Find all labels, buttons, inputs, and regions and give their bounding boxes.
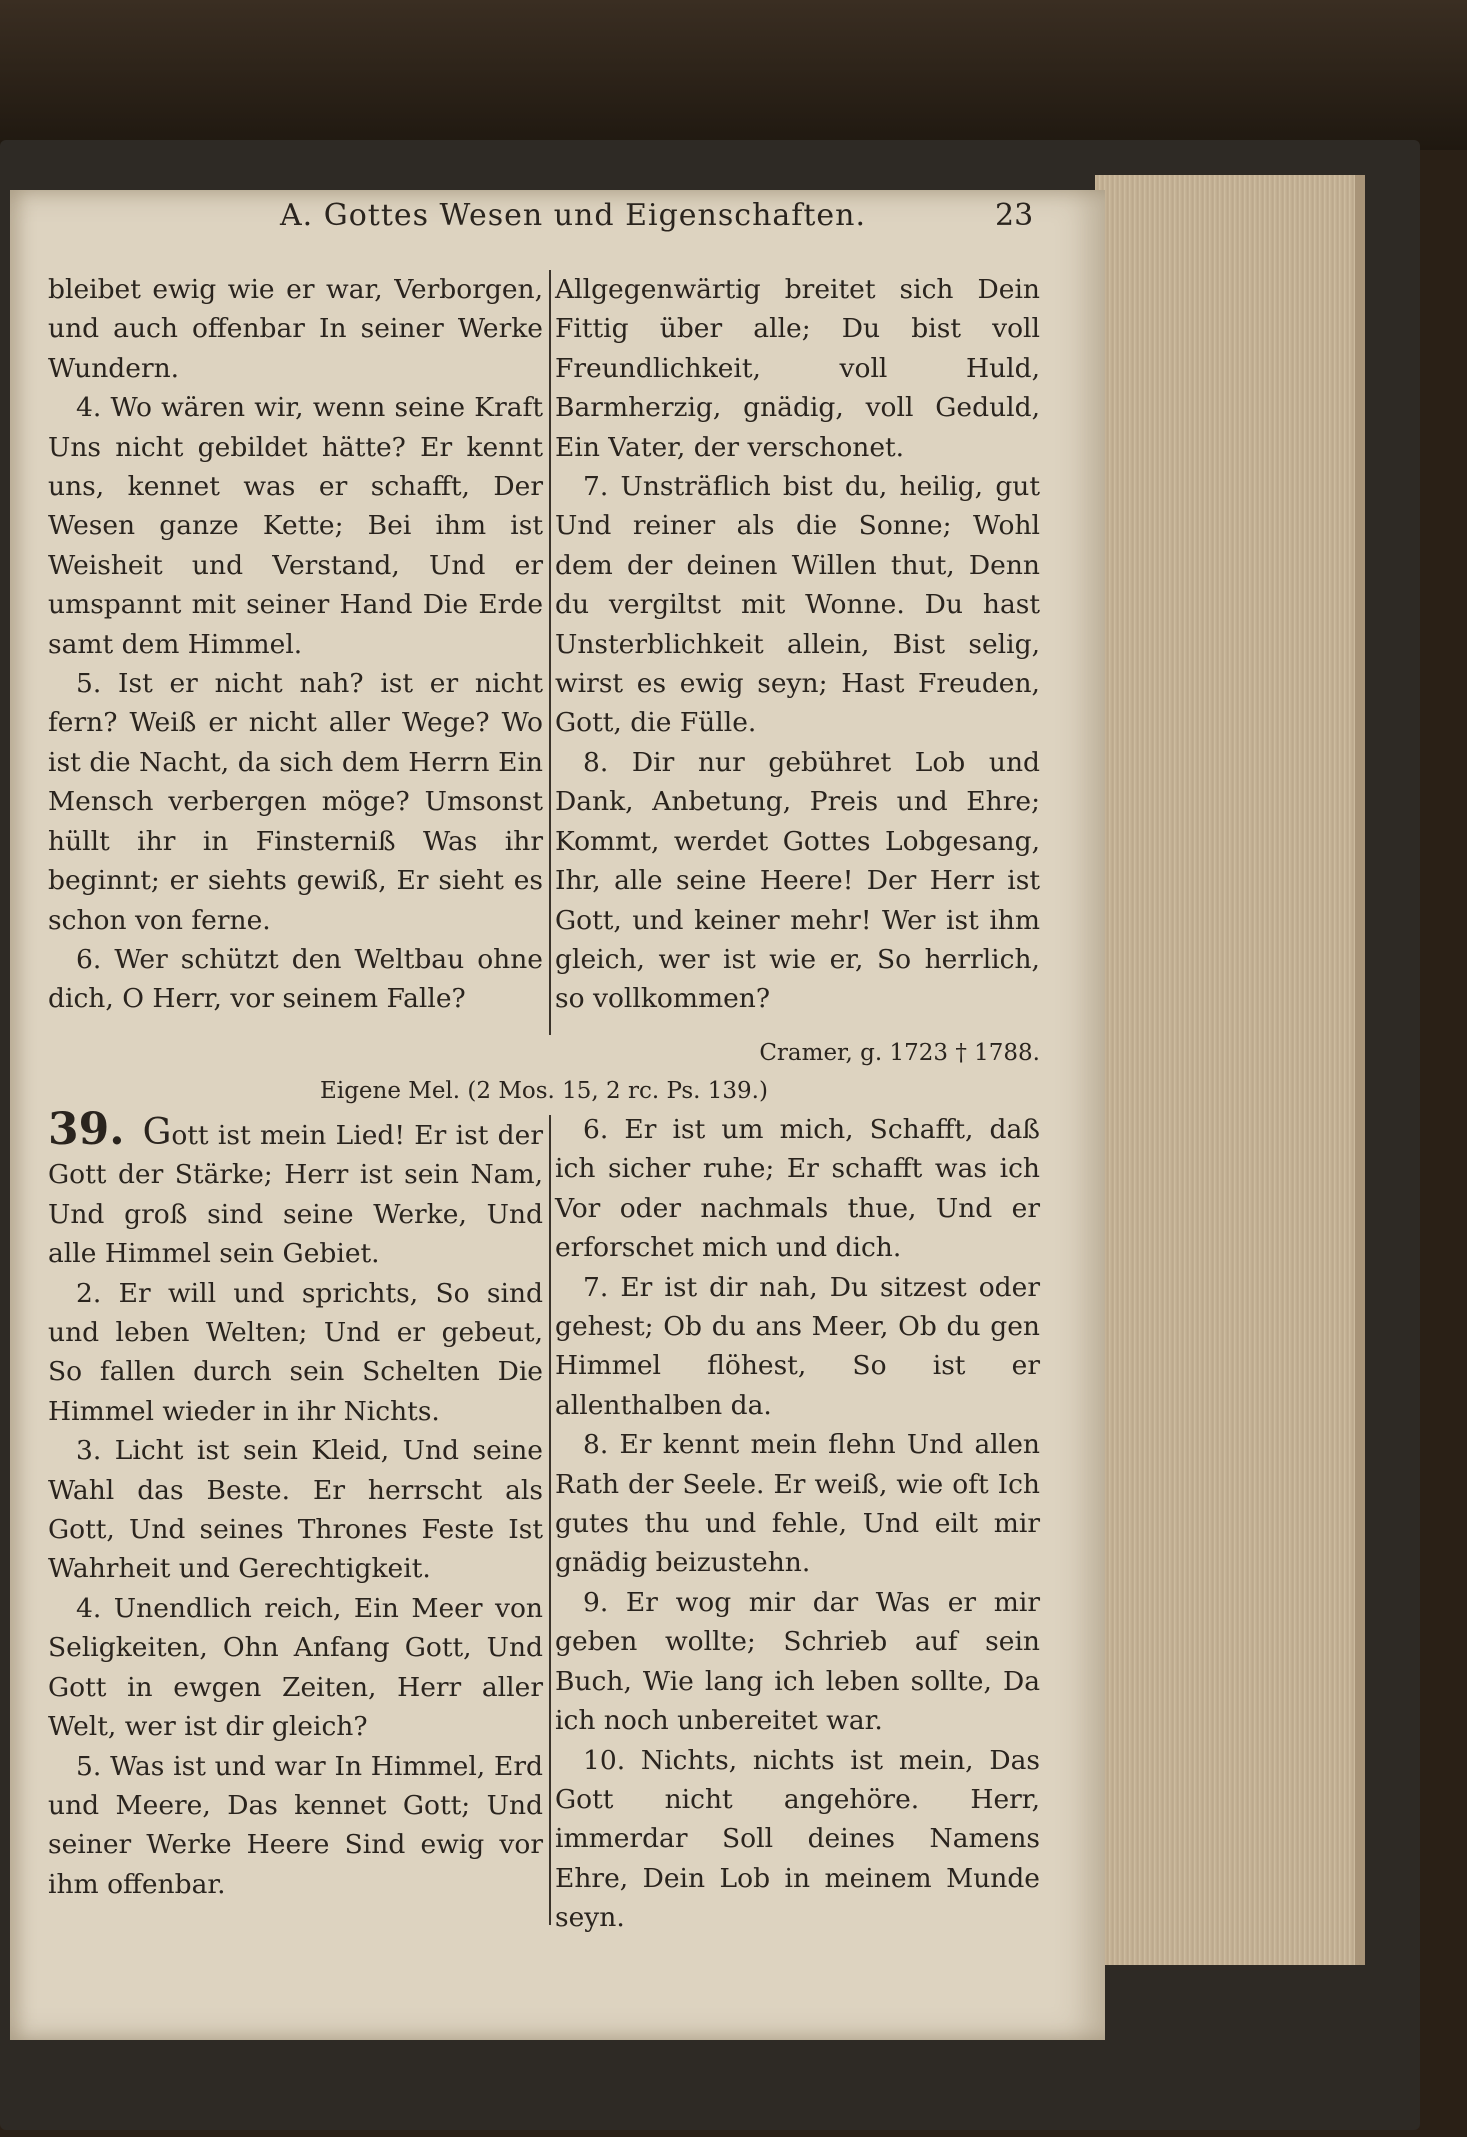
verse: 6. Er ist um mich, Schafft, daß ich sicher ruhe; Er schafft was ich Vor oder nachmals thue, Und er erforschet mich und dich. xyxy=(555,1114,1040,1264)
verse: 8. Dir nur gebühret Lob und Dank, Anbetung, Preis und Ehre; Kommt, werdet Gottes Lobgesang, Ihr, alle seine Heere! Der Herr ist Gott, und keiner mehr! Wer ist ihm gleich, wer ist wie er, So herrlich, so vollkommen? xyxy=(555,746,1040,1015)
book-page xyxy=(10,190,1105,2040)
melody-line: Eigene Mel. (2 Mos. 15, 2 rc. Ps. 139.) xyxy=(320,1078,768,1104)
verse: 5. Ist er nicht nah? ist er nicht fern? Weiß er nicht aller Wege? Wo ist die Nacht, da sich dem Herrn Ein Mensch verbergen möge? Umsonst hüllt ihr in Finsterniß Was ihr beginnt; er siehts gewiß, Er sieht es schon von ferne. xyxy=(48,668,543,936)
verse: 5. Was ist und war In Himmel, Erd und Meere, Das kennet Gott; Und seiner Werke Heere Sind ewig vor ihm offenbar. xyxy=(48,1750,543,1900)
hymn-38-right-column xyxy=(555,270,1040,1040)
verse: bleibet ewig wie er war, Verborgen, und auch offenbar In seiner Werke Wundern. xyxy=(48,274,543,384)
column-divider xyxy=(549,270,551,1035)
verse: 4. Wo wären wir, wenn seine Kraft Uns nicht gebildet hätte? Er kennt uns, kennet was er schafft, Der Wesen ganze Kette; Bei ihm ist Weisheit und Verstand, Und er umspannt mit seiner Hand Die Erde samt dem Himmel. xyxy=(48,392,543,660)
verse-text: ott ist mein Lied! Er ist der Gott der Stärke; Herr ist sein Nam, Und groß sind seine Werke, Und alle Himmel sein Gebiet. xyxy=(48,1120,543,1270)
verse: 7. Er ist dir nah, Du sitzest oder gehest; Ob du ans Meer, Ob du gen Himmel flöhest, So ist er allenthalben da. xyxy=(555,1271,1040,1421)
verse: 6. Wer schützt den Weltbau ohne dich, O Herr, vor seinem Falle? xyxy=(48,943,543,1015)
hymn-39-left-column xyxy=(48,1104,543,1930)
column-divider xyxy=(549,1115,551,1925)
header-title: A. Gottes Wesen und Eigenschaften. xyxy=(280,198,867,233)
hymn-38-left-column xyxy=(48,270,543,1040)
verse: 10. Nichts, nichts ist mein, Das Gott nicht angehöre. Herr, immerdar Soll deines Namens Ehre, Dein Lob in meinem Munde seyn. xyxy=(555,1744,1040,1934)
verse: 4. Unendlich reich, Ein Meer von Seligkeiten, Ohn Anfang Gott, Und Gott in ewgen Zeiten, Herr aller Welt, wer ist dir gleich? xyxy=(48,1592,543,1743)
hymn-number: 39. xyxy=(48,1104,125,1155)
verse-first xyxy=(48,1104,543,1274)
verse: 2. Er will und sprichts, So sind und leben Welten; Und er gebeut, So fallen durch sein Schelten Die Himmel wieder in ihr Nichts. xyxy=(48,1277,543,1427)
page-edges xyxy=(1095,175,1365,1965)
verse: 8. Er kennt mein flehn Und allen Rath der Seele. Er weiß, wie oft Ich gutes thu und fehle, Und eilt mir gnädig beizustehn. xyxy=(555,1429,1040,1579)
verse: 7. Unsträflich bist du, heilig, gut Und reiner als die Sonne; Wohl dem der deinen Willen thut, Denn du vergiltst mit Wonne. Du hast Unsterblichkeit allein, Bist selig, wirst es ewig seyn; Hast Freuden, Gott, die Fülle. xyxy=(555,471,1040,739)
hymn-39-right-column xyxy=(555,1110,1040,1934)
author-attribution: Cramer, g. 1723 † 1788. xyxy=(759,1040,1040,1066)
running-header xyxy=(10,198,1105,238)
page-number: 23 xyxy=(995,198,1034,233)
verse: 9. Er wog mir dar Was er mir geben wollte; Schrieb auf sein Buch, Wie lang ich leben sollte, Da ich noch unbereitet war. xyxy=(555,1586,1040,1737)
verse: 3. Licht ist sein Kleid, Und seine Wahl das Beste. Er herrscht als Gott, Und seines Thrones Feste Ist Wahrheit und Gerechtigkeit. xyxy=(48,1435,543,1585)
verse: Allgegenwärtig breitet sich Dein Fittig über alle; Du bist voll Freundlichkeit, voll Huld, Barmherzig, gnädig, voll Geduld, Ein Vater, der verschonet. xyxy=(555,274,1040,463)
drop-initial: G xyxy=(142,1112,172,1153)
background xyxy=(0,0,1467,150)
